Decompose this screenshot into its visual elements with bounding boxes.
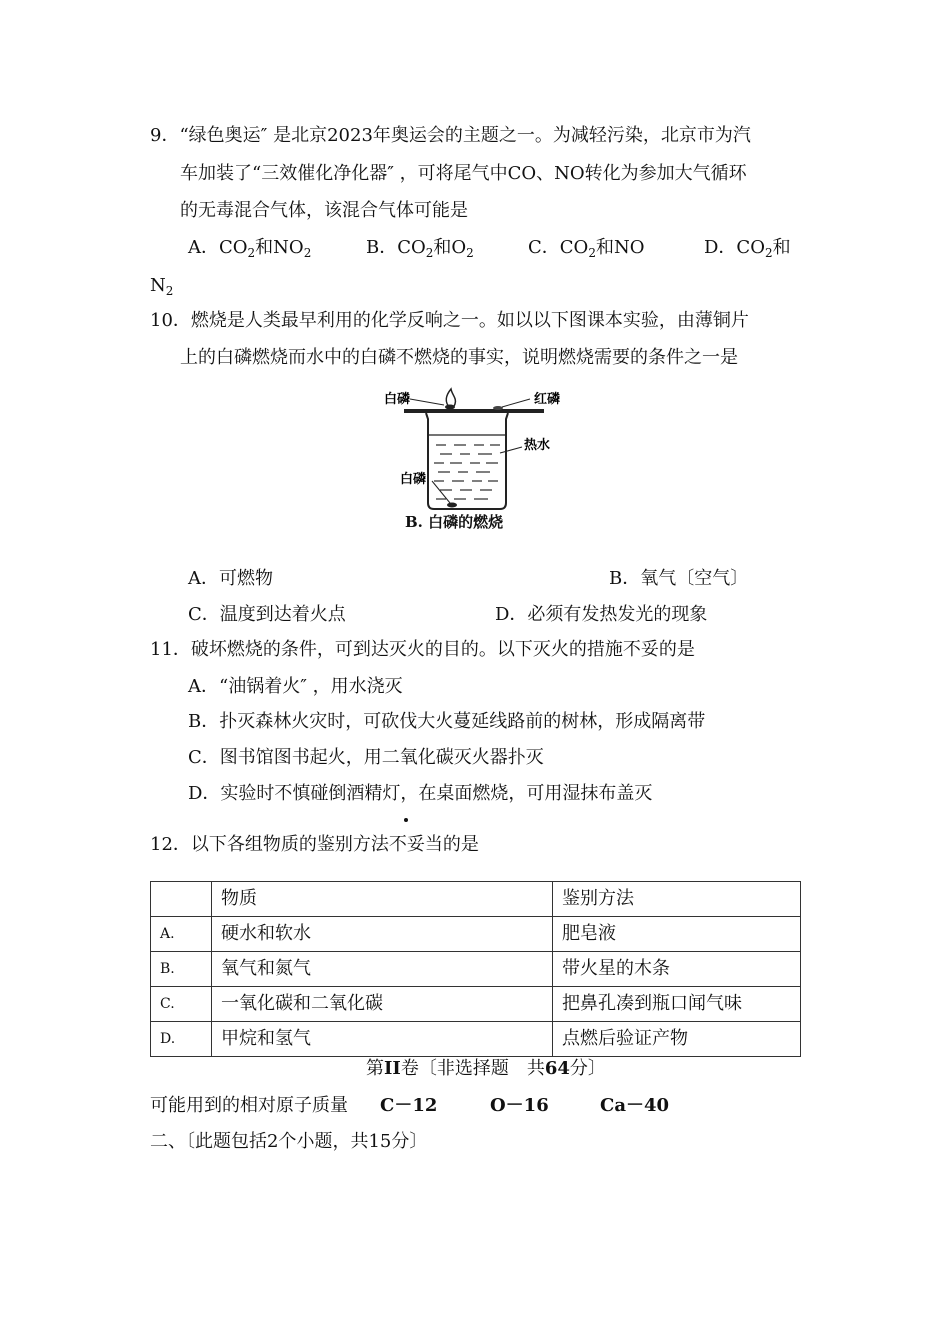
q10-option-a: A．可燃物 bbox=[188, 568, 273, 589]
q9-option-c-prefix: C．CO bbox=[528, 237, 589, 258]
q9-option-a-sub2: 2 bbox=[303, 246, 312, 260]
q10-option-b: B．氧气〔空气〕 bbox=[609, 568, 749, 589]
q9-option-d-prefix: D．CO bbox=[704, 237, 765, 258]
table-cell-option: B. bbox=[151, 952, 212, 987]
emphasis-dot bbox=[404, 818, 408, 822]
q10-option-c: C．温度到达着火点 bbox=[188, 604, 346, 625]
part2-title-a: 第 bbox=[366, 1058, 384, 1079]
table-cell-option: D. bbox=[151, 1022, 212, 1057]
table-cell-method: 带火星的木条 bbox=[553, 952, 801, 987]
leader-white-top bbox=[410, 399, 444, 405]
q11-option-b: B．扑灭森林火灾时，可砍伐大火蔓延线路前的树林，形成隔离带 bbox=[188, 711, 706, 732]
leader-red bbox=[502, 399, 530, 407]
q9-option-c-sub1: 2 bbox=[588, 246, 596, 260]
q9-option-a-mid: 和NO bbox=[255, 237, 304, 258]
atomic-mass-ca: Ca－40 bbox=[600, 1095, 670, 1116]
table-header-cell bbox=[151, 882, 212, 917]
beaker bbox=[426, 413, 508, 509]
table-cell-substance: 一氧化碳和二氧化碳 bbox=[212, 987, 553, 1022]
q9-option-d bbox=[704, 236, 791, 265]
q11-option-c: C．图书馆图书起火，用二氧化碳灭火器扑灭 bbox=[188, 747, 544, 768]
q9-option-d-wrap-sub: 2 bbox=[165, 284, 174, 298]
q9-option-d-sub1: 2 bbox=[764, 246, 773, 260]
figure-caption: B. 白磷的燃烧 bbox=[405, 513, 504, 531]
q9-option-b-mid: 和O bbox=[433, 237, 467, 258]
q10-stem-line1: 10．燃烧是人类最早利用的化学反响之一。如以以下图课本实验，由薄铜片 bbox=[150, 310, 749, 331]
q9-option-b-sub1: 2 bbox=[425, 246, 434, 260]
table-cell-method: 把鼻孔凑到瓶口闻气味 bbox=[553, 987, 801, 1022]
q9-option-d-mid: 和 bbox=[772, 237, 791, 258]
label-hot-water: 热水 bbox=[524, 438, 551, 453]
table-row bbox=[151, 952, 801, 987]
atomic-mass-o: O－16 bbox=[490, 1095, 549, 1116]
label-red-phosphorus: 红磷 bbox=[534, 392, 561, 407]
table-header-cell: 鉴别方法 bbox=[553, 882, 801, 917]
atomic-masses-label: 可能用到的相对原子质量 bbox=[150, 1095, 348, 1116]
leader-white-bottom bbox=[432, 481, 450, 503]
q9-option-b-prefix: B．CO bbox=[366, 237, 426, 258]
table-header-row bbox=[151, 882, 801, 917]
table-cell-substance: 氧气和氮气 bbox=[212, 952, 553, 987]
q10-stem-line2: 上的白磷燃烧而水中的白磷不燃烧的事实，说明燃烧需要的条件之一是 bbox=[180, 347, 738, 368]
table-cell-option: A. bbox=[151, 917, 212, 952]
atomic-mass-c: C－12 bbox=[380, 1095, 438, 1116]
q9-option-c-mid: 和NO bbox=[595, 237, 645, 258]
table-cell-substance: 甲烷和氢气 bbox=[212, 1022, 553, 1057]
q11-option-d: D．实验时不慎碰倒酒精灯，在桌面燃烧，可用湿抹布盖灭 bbox=[188, 783, 653, 804]
q9-option-b bbox=[366, 236, 474, 265]
table-row bbox=[151, 987, 801, 1022]
q9-option-d-wrap bbox=[150, 274, 173, 303]
table-row bbox=[151, 1022, 801, 1057]
part2-title-score: 64 bbox=[544, 1058, 570, 1079]
red-phosphorus bbox=[493, 406, 503, 410]
table-row bbox=[151, 917, 801, 952]
label-white-phosphorus-bottom: 白磷 bbox=[400, 472, 427, 487]
identification-table bbox=[150, 881, 801, 1057]
section-heading: 二、〔此题包括2个小题，共15分〕 bbox=[150, 1131, 428, 1152]
white-phosphorus-combustion-figure bbox=[380, 383, 580, 543]
part2-title bbox=[366, 1057, 606, 1081]
q11-option-a: A．“油锅着火″ ，用水浇灭 bbox=[188, 676, 403, 697]
table-cell-substance: 硬水和软水 bbox=[212, 917, 553, 952]
q10-option-d: D．必须有发热发光的现象 bbox=[495, 604, 708, 625]
q9-option-d-wrap-text: N bbox=[150, 275, 166, 296]
q9-option-a-prefix: A．CO bbox=[188, 237, 248, 258]
label-white-phosphorus-top: 白磷 bbox=[384, 392, 411, 407]
copper-plate bbox=[404, 409, 544, 413]
q9-stem-line3: 的无毒混合气体，该混合气体可能是 bbox=[180, 200, 468, 221]
q12-stem: 12．以下各组物质的鉴别方法不妥当的是 bbox=[150, 834, 479, 855]
q9-option-c bbox=[528, 236, 644, 265]
table-header-cell: 物质 bbox=[212, 882, 553, 917]
q9-option-b-sub2: 2 bbox=[466, 246, 474, 260]
table-cell-method: 肥皂液 bbox=[553, 917, 801, 952]
q9-option-a-sub1: 2 bbox=[247, 246, 256, 260]
water-lines bbox=[434, 445, 500, 499]
part2-title-roman: II bbox=[384, 1058, 401, 1079]
q9-stem-line1: 9．“绿色奥运″ 是北京2023年奥运会的主题之一。为减轻污染，北京市为汽 bbox=[150, 125, 751, 146]
q11-stem: 11．破坏燃烧的条件，可到达灭火的目的。以下灭火的措施不妥的是 bbox=[150, 639, 695, 660]
white-phosphorus-top bbox=[445, 405, 455, 410]
table-cell-option: C. bbox=[151, 987, 212, 1022]
table-cell-method: 点燃后验证产物 bbox=[553, 1022, 801, 1057]
leader-hot-water bbox=[500, 447, 522, 453]
q9-stem-line2: 车加装了“三效催化净化器″ ，可将尾气中CO、NO转化为参加大气循环 bbox=[180, 163, 747, 184]
part2-title-c: 卷〔非选择题 共 bbox=[400, 1058, 545, 1079]
white-phosphorus-bottom bbox=[447, 503, 457, 508]
q9-option-a bbox=[188, 236, 311, 265]
part2-title-e: 分〕 bbox=[569, 1058, 606, 1079]
